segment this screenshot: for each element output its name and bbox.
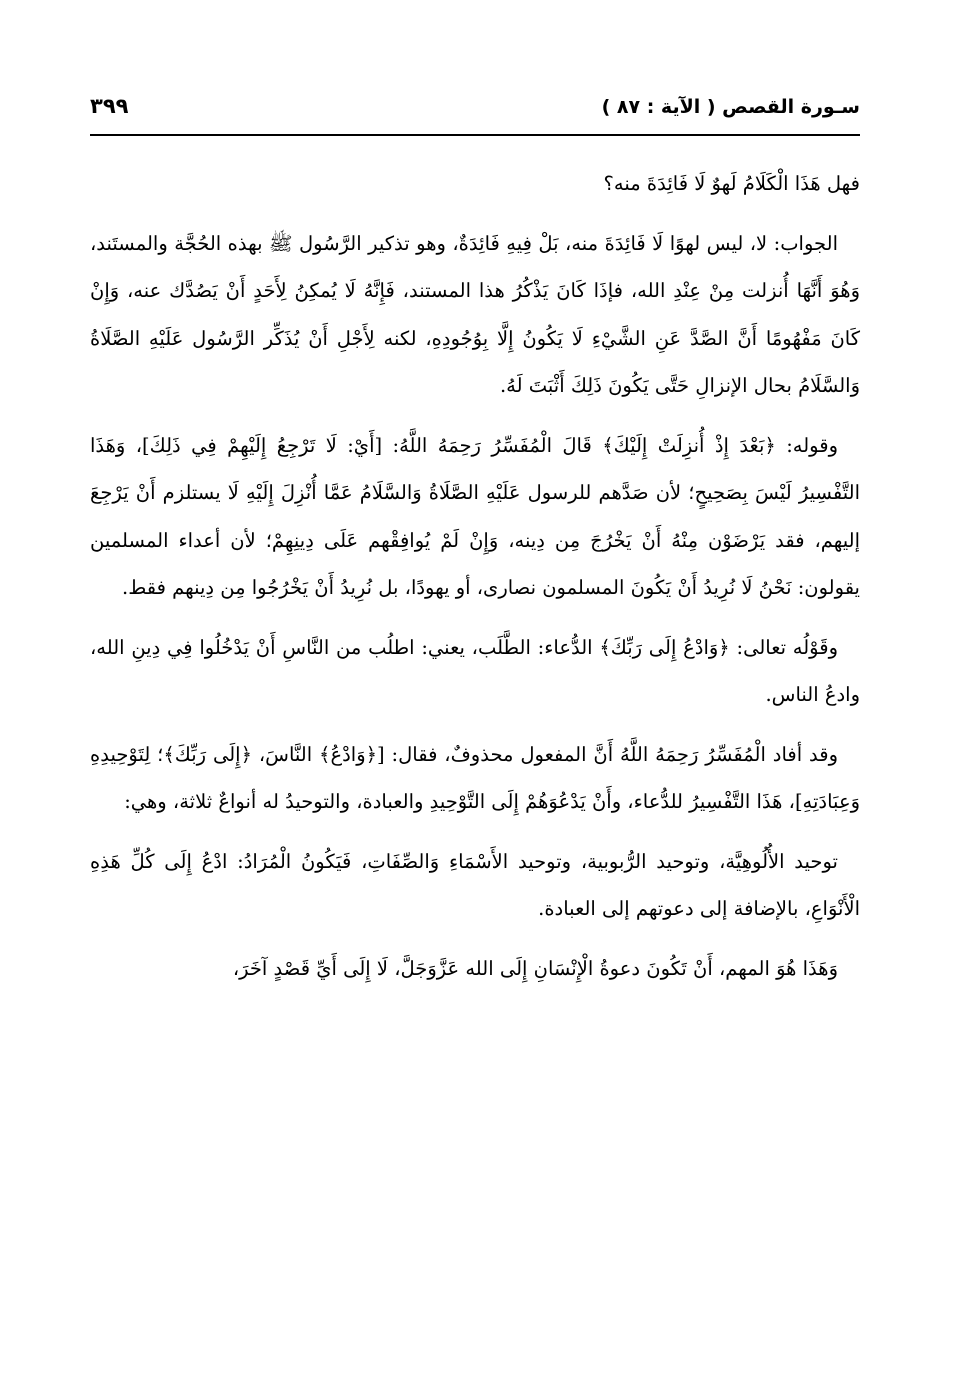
paragraph-verse-after-revelation: وقوله: ﴿بَعْدَ إِذْ أُنزِلَتْ إِلَيْكَ﴾ قَالَ الْمُفَسِّرُ رَحِمَهُ اللَّهُ: [أَيْ: لَا تَرْجِعُ إِلَيْهِمْ فِي ذَلِكَ]، وَهَذَا التَّفْسِيرُ لَيْسَ بِصَحِيحٍ؛ لأن صَدَّهم للرسول عَلَيْهِ الصَّلَاةُ وَالسَّلَامُ عَمَّا أُنْزِلَ إِلَيْهِ لَا يستلزم أَنْ يَرْجِعَ إليهم، فقد يَرْضَوْن مِنْهُ أَنْ يَخْرُجَ مِن دِينه، وَإِنْ لَمْ يُوافِقْهم عَلَى دِينِهِمْ؛ لأن أعداء المسلمين يقولون: نَحْنُ لَا نُرِيدُ أَنْ يَكُونَ المسلمون نصارى، أو يهودًا، بل نُرِيدُ أَنْ يَخْرُجُوا مِن دِينهم فقط. — [90, 433, 860, 599]
paragraph-omitted-object: وقد أفاد الْمُفَسِّرُ رَحِمَهُ اللَّهُ أَنَّ المفعول محذوفٌ، فقال: [﴿وَادْعُ﴾ النَّاسَ، ﴿إِلَى رَبِّكَ﴾؛ لِتَوْحِيدِهِ وَعِبَادَتِهِ]، هَذَا التَّفْسِيرُ للدُّعاء، وأَنْ يَدْعُوَهُمْ إِلَى التَّوْحِيدِ والعبادة، والتوحيدُ له أنواعٌ ثلاثة، وهي: — [90, 742, 860, 813]
page-header — [90, 92, 860, 132]
paragraph-answer: الجواب: لا، ليس لهوًا لَا فَائِدَةَ منه، بَلْ فِيهِ فَائِدَةٌ، وهو تذكير الرَّسُول ﷺ بهذه الحُجَّة والمستَند، وَهُوَ أَنَّهَا أُنزلت مِنْ عِنْدِ الله، فإذَا كَانَ يَذْكُرُ هذا المستند، فَإِنَّهُ لَا يُمكِنُ لِأَحَدٍ أَنْ يَصُدَّك عنه، وَإِنْ كَانَ مَفْهُومًا أَنَّ الصَّدَّ عَنِ الشَّيْءِ لَا يَكُونُ إِلَّا بِوُجُودِهِ، لكنه لِأَجْلِ أَنْ يُذَكِّر الرَّسُول عَلَيْهِ الصَّلَاةُ وَالسَّلَامُ بحال الإنزالِ حَتَّى يَكُونَ ذَلِكَ أَثْبَتَ لَهُ. — [90, 231, 860, 397]
page-body — [90, 160, 860, 1004]
header-rule — [90, 134, 860, 136]
paragraph-importance: وَهَذَا هُوَ المهم، أَنْ تَكُونَ دعوةُ الْإِنْسَانِ إِلَى الله عَزَّوَجَلَّ، لَا إِلَى أَيِّ قَصْدٍ آخَرَ، — [232, 956, 838, 980]
paragraph-call-to-lord: وقَوْلُه تعالى: ﴿وَادْعُ إِلَى رَبِّكَ﴾ الدُّعاء: الطَّلَب، يعني: اطلُب من النَّاسِ أَنْ يَدْخُلُوا فِي دِينِ الله، وادعُ الناس. — [90, 635, 860, 706]
paragraph-tawhid-types: توحيد الأُلُوهِيَّة، وتوحيد الرُّبوبية، وتوحيد الأَسْمَاءِ وَالصِّفَاتِ، فَيَكُونُ الْمُرَادُ: ادْعُ إِلَى كُلِّ هَذِهِ الْأَنْوَاعِ، بالإضافة إلى دعوتهم إلى العبادة. — [90, 849, 860, 920]
paragraph-question: فهل هَذَا الْكَلَامُ لَهوٌ لَا فَائِدَةَ منه؟ — [603, 172, 860, 195]
running-title: سـورة القصص ( الآية : ٨٧ ) — [601, 96, 860, 118]
page-number: ٣٩٩ — [90, 94, 129, 118]
